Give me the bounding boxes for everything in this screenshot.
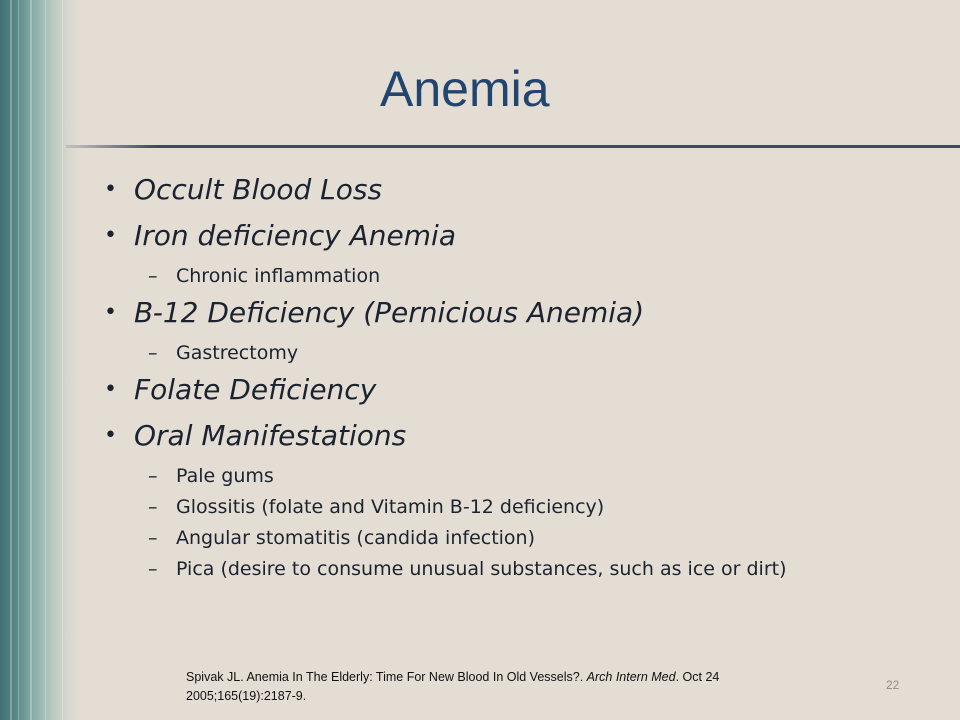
sub-bullet-item — [104, 524, 944, 555]
sub-bullet-item — [104, 262, 944, 293]
decorative-line — [30, 0, 32, 720]
bullet-text: Oral Manifestations — [134, 419, 407, 452]
sub-bullet-text: Angular stomatitis (candida infection) — [176, 527, 536, 549]
sub-bullet-text: Chronic inflammation — [176, 265, 381, 287]
title-divider — [66, 145, 960, 148]
slide-title: Anemia — [380, 61, 550, 117]
dash-marker: – — [148, 558, 158, 580]
bullet-marker: • — [104, 423, 117, 448]
decorative-line — [62, 0, 63, 720]
sub-bullet-text: Pale gums — [176, 465, 274, 487]
bullet-marker: • — [104, 377, 117, 402]
bullet-text: Folate Deficiency — [134, 373, 377, 406]
left-decorative-band — [0, 0, 80, 720]
bullet-item — [104, 370, 944, 416]
dash-marker: – — [148, 342, 158, 364]
bullet-list — [104, 170, 944, 586]
citation — [186, 668, 826, 706]
bullet-marker: • — [104, 300, 117, 325]
dash-marker: – — [148, 265, 158, 287]
bullet-text: Iron deficiency Anemia — [134, 219, 456, 252]
sub-bullet-text: Glossitis (folate and Vitamin B-12 deficiency) — [176, 496, 605, 518]
bullet-item — [104, 416, 944, 462]
dash-marker: – — [148, 465, 158, 487]
bullet-item — [104, 170, 944, 216]
bullet-text: Occult Blood Loss — [134, 173, 383, 206]
citation-text: Spivak JL. Anemia In The Elderly: Time For New Blood In Old Vessels?. — [186, 670, 587, 684]
dash-marker: – — [148, 496, 158, 518]
bullet-item — [104, 216, 944, 262]
citation-journal: Arch Intern Med — [586, 670, 676, 684]
bullet-marker: • — [104, 223, 117, 248]
decorative-line — [10, 0, 12, 720]
dash-marker: – — [148, 527, 158, 549]
citation-details: . Oct 24 2005;165(19):2187-9. — [186, 670, 720, 703]
sub-bullet-text: Gastrectomy — [176, 342, 299, 364]
sub-bullet-item — [104, 493, 944, 524]
bullet-marker: • — [104, 177, 117, 202]
page-number: 22 — [886, 678, 900, 692]
sub-bullet-item — [104, 339, 944, 370]
sub-bullet-text: Pica (desire to consume unusual substances, such as ice or dirt) — [176, 558, 787, 580]
bullet-text: B-12 Deficiency (Pernicious Anemia) — [134, 296, 645, 329]
bullet-item — [104, 293, 944, 339]
sub-bullet-item — [104, 462, 944, 493]
decorative-line — [45, 0, 46, 720]
sub-bullet-item — [104, 555, 944, 586]
decorative-line — [18, 0, 19, 720]
